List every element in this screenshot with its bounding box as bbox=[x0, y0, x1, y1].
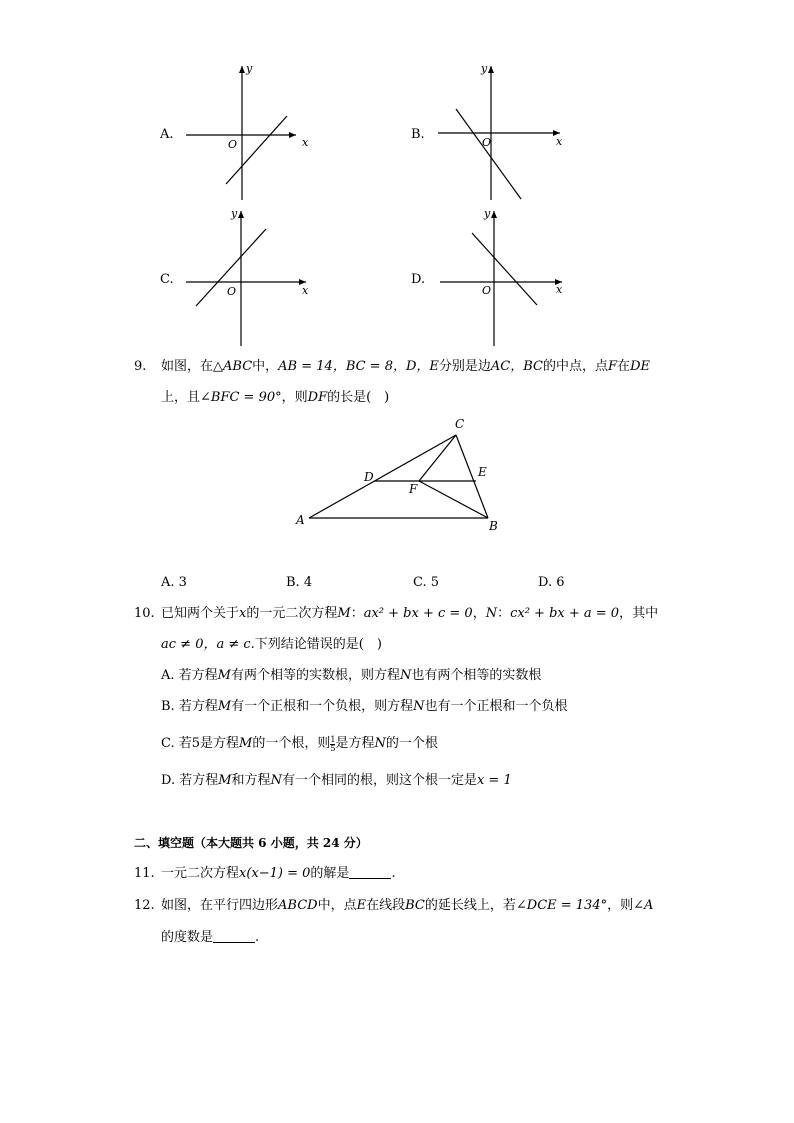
q12-number: 12. bbox=[134, 898, 155, 913]
q9-math: DF bbox=[307, 390, 328, 405]
q8-option-a-label: A. bbox=[160, 127, 174, 142]
q10-opt-text: 的一个根 bbox=[385, 736, 438, 751]
q11-text: . bbox=[391, 866, 396, 881]
q12-stem-line2 bbox=[161, 929, 259, 947]
q12-stem-line1 bbox=[161, 897, 653, 915]
q10-opt-math: M bbox=[217, 668, 231, 683]
q10-opt-math: N bbox=[374, 736, 386, 751]
q9-text: 在 bbox=[617, 359, 631, 374]
section-2-title: 二、填空题（本大题共 6 小题，共 24 分） bbox=[134, 836, 368, 850]
q9-math: △ABC bbox=[213, 359, 253, 374]
graph-d-origin-label: O bbox=[482, 284, 492, 297]
q12-text: ，则 bbox=[607, 898, 634, 913]
q10-math: N bbox=[485, 606, 498, 621]
q9-text: ，则 bbox=[281, 390, 308, 405]
q8-option-c-label: C. bbox=[160, 272, 174, 287]
q10-opt-text: 和方程 bbox=[231, 773, 271, 788]
q12-math: BC bbox=[405, 898, 425, 913]
q9-option-c: C. 5 bbox=[413, 575, 440, 590]
q10-opt-math: M bbox=[218, 773, 232, 788]
graph-d-x-label: x bbox=[556, 283, 563, 296]
q8-option-d-label: D. bbox=[411, 272, 426, 287]
q9-text: 中， bbox=[252, 359, 279, 374]
q10-opt-math: M bbox=[217, 699, 232, 714]
q10-opt-text: D. 若方程 bbox=[161, 773, 219, 788]
q10-text: 下列结论错误的是( ) bbox=[254, 637, 382, 652]
graph-b-x-label: x bbox=[556, 135, 563, 148]
q9-number: 9. bbox=[134, 359, 147, 374]
q12-text: . bbox=[255, 930, 260, 945]
graph-a-origin-label: O bbox=[228, 138, 238, 151]
q9-math: F bbox=[608, 359, 618, 374]
graph-c-x-label: x bbox=[302, 284, 309, 297]
fraction-numerator: 1 bbox=[330, 735, 336, 744]
graph-b-origin-label: O bbox=[482, 136, 492, 149]
q12-text: 中，点 bbox=[317, 898, 357, 913]
q10-equation-m: ax² + bx + c = 0 bbox=[363, 606, 473, 621]
q9-label-c: C bbox=[455, 417, 465, 431]
q9-label-d: D bbox=[364, 470, 374, 484]
q11-stem bbox=[161, 865, 396, 883]
q9-text: 的中点，点 bbox=[543, 359, 609, 374]
q9-text: 的长是( ) bbox=[327, 390, 390, 405]
q9-text: 上，且 bbox=[161, 390, 201, 405]
q11-text: 一元二次方程 bbox=[161, 866, 240, 881]
graph-a-x-label: x bbox=[302, 136, 309, 149]
q12-text: 在线段 bbox=[366, 898, 406, 913]
q10-math: M bbox=[337, 606, 351, 621]
q10-opt-text: 有一个相同的根，则这个根一定是 bbox=[281, 773, 477, 788]
q10-opt-text: 是方程 bbox=[335, 736, 375, 751]
q9-option-a: A. 3 bbox=[161, 575, 187, 590]
q9-math: DE bbox=[630, 359, 650, 374]
q10-stem-line2 bbox=[161, 636, 382, 654]
q9-text: 分别是边 bbox=[438, 359, 491, 374]
q10-text: ： bbox=[497, 606, 511, 621]
fraction-denominator: 5 bbox=[330, 744, 336, 753]
q10-opt-text: C. 若5是方程 bbox=[161, 736, 240, 751]
q12-answer-blank bbox=[213, 930, 255, 943]
q9-math: AB = 14，BC = 8，D，E bbox=[278, 359, 439, 374]
q12-math: ∠DCE = 134° bbox=[515, 898, 608, 913]
q9-label-f: F bbox=[409, 482, 418, 496]
q8-option-b-label: B. bbox=[411, 127, 425, 142]
q9-option-d: D. 6 bbox=[538, 575, 565, 590]
q9-option-b: B. 4 bbox=[286, 575, 313, 590]
q10-text: ： bbox=[350, 606, 364, 621]
q10-text: 已知两个关于 bbox=[161, 606, 240, 621]
q10-opt-text: 有两个相等的实数根，则方程 bbox=[230, 668, 400, 683]
q12-math: ∠A bbox=[633, 898, 654, 913]
q10-opt-text: A. 若方程 bbox=[161, 668, 218, 683]
q10-stem-line1 bbox=[161, 605, 658, 623]
q12-text: 的度数是 bbox=[161, 930, 214, 945]
q10-option-b bbox=[161, 698, 568, 716]
q9-label-e: E bbox=[478, 465, 487, 479]
q12-math: E bbox=[356, 898, 367, 913]
q9-label-a: A bbox=[296, 513, 305, 527]
q10-math: x bbox=[239, 606, 247, 621]
q9-math: AC，BC bbox=[490, 359, 543, 374]
q9-text: 如图，在 bbox=[161, 359, 214, 374]
q9-label-b: B bbox=[489, 519, 498, 533]
q11-equation: x(x−1) = 0 bbox=[239, 866, 311, 881]
q10-opt-text: 也有一个正根和一个负根 bbox=[424, 699, 568, 714]
q10-text: 的一元二次方程 bbox=[246, 606, 338, 621]
graph-c-y-label: y bbox=[231, 207, 238, 220]
q10-opt-math: N bbox=[270, 773, 282, 788]
q10-text: ，其中 bbox=[619, 606, 659, 621]
q11-number: 11. bbox=[134, 866, 155, 881]
q10-opt-math: x = 1 bbox=[476, 773, 512, 788]
q11-text: 的解是 bbox=[310, 866, 350, 881]
q9-math: ∠BFC = 90° bbox=[200, 390, 282, 405]
q10-option-d bbox=[161, 772, 512, 790]
graph-d-y-label: y bbox=[484, 207, 491, 220]
q10-number: 10. bbox=[134, 606, 155, 621]
q9-triangle-figure bbox=[0, 0, 794, 560]
q10-option-a bbox=[161, 667, 541, 685]
q10-opt-text: B. 若方程 bbox=[161, 699, 218, 714]
q10-opt-math: M bbox=[239, 736, 253, 751]
q10-opt-text: 有一个正根和一个负根，则方程 bbox=[231, 699, 414, 714]
q10-opt-math: N bbox=[413, 699, 425, 714]
q10-opt-math: N bbox=[399, 668, 412, 683]
q12-text: 的延长线上，若 bbox=[424, 898, 516, 913]
q10-text: ， bbox=[472, 606, 486, 621]
q10-opt-text: 也有两个相等的实数根 bbox=[411, 668, 542, 683]
q12-math: ABCD bbox=[278, 898, 318, 913]
graph-c-origin-label: O bbox=[227, 285, 237, 298]
q11-answer-blank bbox=[349, 866, 391, 879]
graph-a-y-label: y bbox=[246, 62, 253, 75]
q12-text: 如图，在平行四边形 bbox=[161, 898, 279, 913]
q10-math: ac ≠ 0，a ≠ c. bbox=[161, 637, 255, 652]
q10-equation-n: cx² + bx + a = 0 bbox=[510, 606, 620, 621]
q10-option-c bbox=[161, 735, 438, 753]
graph-b-y-label: y bbox=[481, 62, 488, 75]
q10-opt-text: 的一个根，则 bbox=[252, 736, 331, 751]
